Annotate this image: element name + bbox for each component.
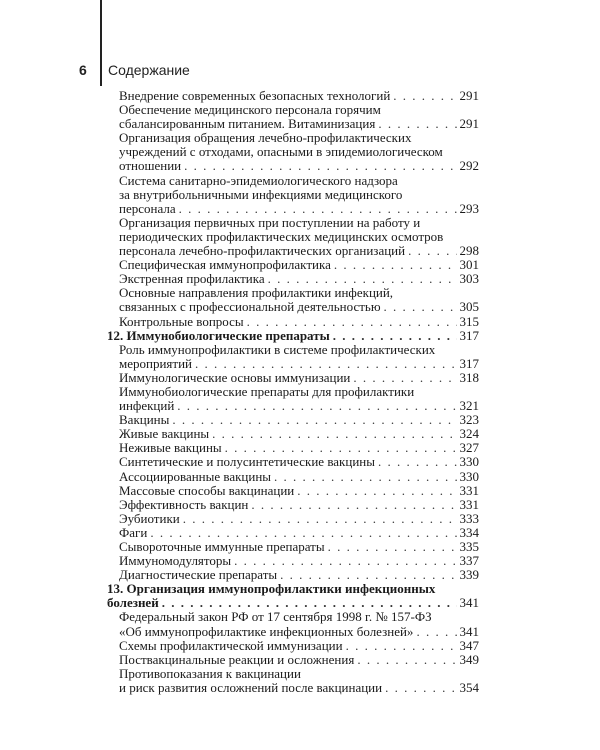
toc-entry-text: Иммунологические основы иммунизации bbox=[119, 369, 351, 385]
dot-leader bbox=[274, 470, 456, 484]
toc-page-number: 331 bbox=[459, 496, 479, 512]
dot-leader bbox=[408, 244, 456, 258]
toc-entry[interactable] bbox=[107, 131, 479, 173]
toc-entry[interactable] bbox=[107, 610, 479, 638]
dot-leader bbox=[212, 427, 456, 441]
toc-entry-text: Внедрение современных безопасных технологий bbox=[119, 88, 391, 103]
toc-chapter[interactable] bbox=[107, 582, 479, 610]
toc-page-number: 330 bbox=[459, 468, 479, 484]
toc-entry[interactable] bbox=[107, 498, 479, 512]
toc-entry[interactable] bbox=[107, 286, 479, 314]
toc-entry[interactable] bbox=[107, 667, 479, 695]
toc-entry[interactable] bbox=[107, 441, 479, 455]
toc-page-number: 315 bbox=[459, 313, 479, 329]
toc-page-number: 305 bbox=[459, 299, 479, 315]
dot-leader bbox=[225, 441, 457, 455]
toc-entry-text: Массовые способы вакцинации bbox=[119, 482, 295, 498]
toc-entry[interactable] bbox=[107, 484, 479, 498]
toc-page-number: 347 bbox=[459, 637, 479, 653]
dot-leader bbox=[416, 625, 456, 639]
dot-leader bbox=[162, 596, 457, 610]
toc-entry-text: Организация обращения лечебно-профилактических bbox=[119, 131, 412, 146]
toc-entry-text: 13. Организация иммунопрофилактики инфекционных bbox=[107, 582, 436, 597]
toc-entry-text: учреждений с отходами, опасными в эпидемиологическом bbox=[119, 145, 443, 160]
toc-entry-text: Эубиотики bbox=[119, 510, 180, 526]
toc-entry[interactable] bbox=[107, 272, 479, 286]
toc-page-number: 339 bbox=[459, 567, 479, 583]
toc-page-number: 298 bbox=[459, 243, 479, 259]
dot-leader bbox=[172, 413, 456, 427]
toc-entry[interactable] bbox=[107, 455, 479, 469]
toc-entry[interactable] bbox=[107, 258, 479, 272]
toc-entry[interactable] bbox=[107, 427, 479, 441]
toc-entry-text: инфекций bbox=[119, 398, 175, 414]
toc-entry-text: Иммунобиологические препараты для профилактики bbox=[119, 384, 415, 399]
toc-entry[interactable] bbox=[107, 653, 479, 667]
toc-entry-text: мероприятий bbox=[119, 355, 192, 371]
toc-entry-text: и риск развития осложнений после вакцинации bbox=[119, 679, 383, 695]
toc-entry[interactable] bbox=[107, 385, 479, 413]
toc-entry-text: за внутрибольничными инфекциями медицинского bbox=[119, 187, 403, 202]
toc-entry[interactable] bbox=[107, 343, 479, 371]
dot-leader bbox=[297, 484, 456, 498]
toc-entry[interactable] bbox=[107, 371, 479, 385]
dot-leader bbox=[393, 89, 456, 103]
toc-entry-text: Живые вакцины bbox=[119, 426, 210, 442]
toc-page-number: 349 bbox=[459, 651, 479, 667]
toc-entry[interactable] bbox=[107, 89, 479, 103]
dot-leader bbox=[333, 329, 457, 343]
toc-entry-text: связанных с профессиональной деятельностью bbox=[119, 299, 381, 315]
table-of-contents bbox=[107, 89, 479, 695]
toc-page-number: 341 bbox=[459, 623, 479, 639]
toc-entry-text: сбалансированным питанием. Витаминизация bbox=[119, 116, 376, 132]
page-number: 6 bbox=[79, 62, 87, 78]
toc-entry-text: персонала лечебно-профилактических организаций bbox=[119, 243, 406, 259]
toc-entry-text: Организация первичных при поступлении на работу и bbox=[119, 215, 421, 230]
dot-leader bbox=[234, 554, 456, 568]
toc-entry-text: Обеспечение медицинского персонала горячим bbox=[119, 103, 381, 118]
toc-page-number: 334 bbox=[459, 524, 479, 540]
toc-entry-text: периодических профилактических медицинских осмотров bbox=[119, 229, 444, 244]
toc-entry[interactable] bbox=[107, 103, 479, 131]
toc-entry-text: «Об иммунопрофилактике инфекционных болезней» bbox=[119, 623, 414, 639]
toc-entry[interactable] bbox=[107, 568, 479, 582]
toc-page-number: 354 bbox=[459, 679, 479, 695]
dot-leader bbox=[184, 159, 456, 173]
toc-entry[interactable] bbox=[107, 174, 479, 216]
toc-entry[interactable] bbox=[107, 413, 479, 427]
dot-leader bbox=[378, 455, 457, 469]
toc-entry[interactable] bbox=[107, 216, 479, 258]
toc-entry[interactable] bbox=[107, 554, 479, 568]
dot-leader bbox=[183, 512, 457, 526]
toc-entry[interactable] bbox=[107, 315, 479, 329]
dot-leader bbox=[334, 258, 457, 272]
toc-page-number: 293 bbox=[459, 200, 479, 216]
toc-page-number: 317 bbox=[459, 327, 479, 343]
toc-page-number: 335 bbox=[459, 539, 479, 554]
toc-page-number: 327 bbox=[459, 440, 479, 456]
toc-entry-text: Основные направления профилактики инфекций, bbox=[119, 286, 394, 301]
toc-entry-text: персонала bbox=[119, 200, 176, 216]
toc-entry-text: Схемы профилактической иммунизации bbox=[119, 637, 343, 653]
dot-leader bbox=[328, 540, 457, 554]
toc-entry-text: Контрольные вопросы bbox=[119, 313, 244, 329]
dot-leader bbox=[280, 568, 456, 582]
toc-page-number: 341 bbox=[459, 595, 479, 611]
toc-page-number: 292 bbox=[459, 158, 479, 174]
toc-entry[interactable] bbox=[107, 512, 479, 526]
toc-page-number: 337 bbox=[459, 553, 479, 569]
toc-entry-text: Система санитарно-эпидемиологического надзора bbox=[119, 173, 398, 188]
dot-leader bbox=[179, 202, 457, 216]
dot-leader bbox=[384, 300, 457, 314]
toc-entry-text: Вакцины bbox=[119, 412, 170, 428]
toc-entry[interactable] bbox=[107, 540, 479, 554]
toc-entry[interactable] bbox=[107, 639, 479, 653]
toc-entry[interactable] bbox=[107, 470, 479, 484]
dot-leader bbox=[353, 371, 456, 385]
toc-entry-text: Эффективность вакцин bbox=[119, 496, 249, 512]
dot-leader bbox=[385, 681, 456, 695]
toc-page-number: 331 bbox=[459, 482, 479, 498]
dot-leader bbox=[247, 315, 457, 329]
toc-page-number: 321 bbox=[459, 398, 479, 414]
toc-entry-text: Поствакцинальные реакции и осложнения bbox=[119, 651, 355, 667]
toc-entry-text: Неживые вакцины bbox=[119, 440, 222, 456]
toc-page-number: 324 bbox=[459, 426, 479, 442]
dot-leader bbox=[378, 117, 456, 131]
toc-entry-text: 12. Иммунобиологические препараты bbox=[107, 327, 330, 343]
toc-page-number: 333 bbox=[459, 510, 479, 526]
toc-entry-text: Федеральный закон РФ от 17 сентября 1998 г. № 157-ФЗ bbox=[119, 610, 432, 625]
toc-page-number: 301 bbox=[459, 257, 479, 273]
dot-leader bbox=[195, 357, 457, 371]
dot-leader bbox=[150, 526, 456, 540]
toc-entry-text: Противопоказания к вакцинации bbox=[119, 666, 301, 681]
section-title: Содержание bbox=[108, 62, 190, 78]
toc-entry-text: Экстренная профилактика bbox=[119, 271, 265, 287]
dot-leader bbox=[357, 653, 456, 667]
toc-page-number: 291 bbox=[459, 88, 479, 103]
toc-entry-text: Ассоциированные вакцины bbox=[119, 468, 272, 484]
toc-entry-text: Иммуномодуляторы bbox=[119, 553, 232, 569]
toc-entry-text: отношении bbox=[119, 158, 182, 174]
toc-page-number: 318 bbox=[459, 369, 479, 385]
dot-leader bbox=[177, 399, 456, 413]
toc-page-number: 317 bbox=[459, 355, 479, 371]
toc-page-number: 303 bbox=[459, 271, 479, 287]
toc-entry-text: Специфическая иммунопрофилактика bbox=[119, 257, 331, 273]
toc-entry-text: Фаги bbox=[119, 524, 148, 540]
toc-page-number: 323 bbox=[459, 412, 479, 428]
toc-entry[interactable] bbox=[107, 526, 479, 540]
toc-chapter[interactable] bbox=[107, 329, 479, 343]
toc-page-number: 291 bbox=[459, 116, 479, 132]
toc-entry-text: Роль иммунопрофилактики в системе профилактических bbox=[119, 342, 436, 357]
toc-entry-text: Синтетические и полусинтетические вакцины bbox=[119, 454, 375, 470]
dot-leader bbox=[268, 272, 457, 286]
toc-entry-text: Диагностические препараты bbox=[119, 567, 278, 583]
dot-leader bbox=[346, 639, 457, 653]
toc-page-number: 330 bbox=[459, 454, 479, 470]
dot-leader bbox=[251, 498, 456, 512]
toc-entry-text: Сывороточные иммунные препараты bbox=[119, 539, 325, 554]
header-rule bbox=[100, 0, 102, 86]
toc-entry-text: болезней bbox=[107, 595, 159, 611]
